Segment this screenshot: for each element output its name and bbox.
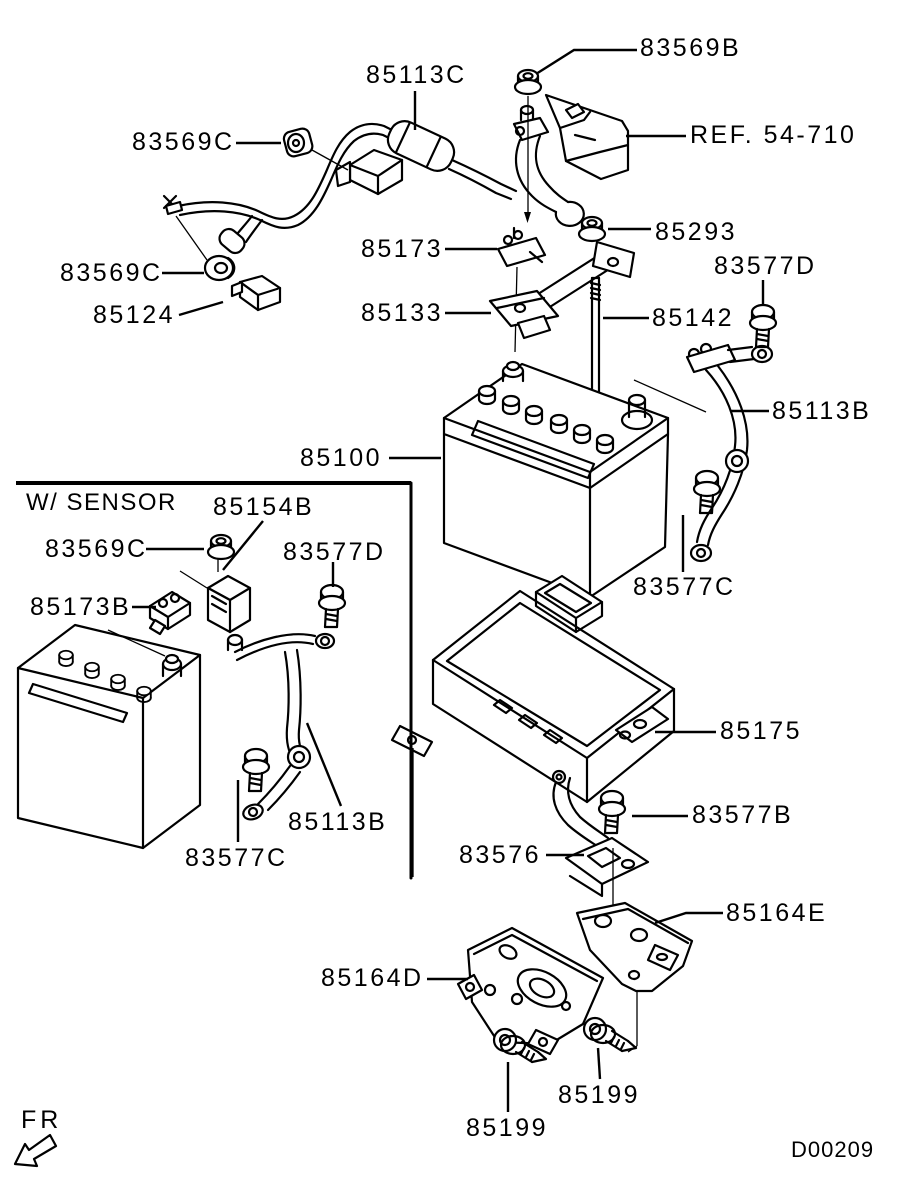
part-label-85173: 85173 [361, 235, 444, 263]
part-label-85100: 85100 [300, 444, 383, 472]
part-label-83576: 83576 [459, 841, 542, 869]
battery-85100-drawing [444, 362, 668, 597]
inset-cable-85113b-drawing [235, 634, 334, 822]
grommet-83569c-lower [205, 256, 234, 280]
ref-54-710-bracket-drawing [546, 95, 628, 179]
drawing-code: D00209 [791, 1137, 875, 1162]
front-direction-label: FR [21, 1106, 63, 1134]
part-label-85175: 85175 [720, 717, 803, 745]
leader-85113B-b [307, 723, 341, 806]
bolt-83577c-inset-drawing [243, 749, 269, 791]
leader-85199-a [598, 1048, 600, 1079]
part-label-85164D: 85164D [321, 964, 424, 992]
tray-85175-drawing [392, 576, 674, 877]
fr-direction-arrow [15, 1135, 56, 1166]
leader-85124 [179, 302, 223, 315]
bolt-83577d-inset-drawing [319, 585, 345, 627]
part-label-85199-b: 85199 [466, 1114, 549, 1142]
part-label-85173B: 85173B [30, 593, 132, 621]
j-bolt-85142-drawing [591, 278, 600, 395]
part-label-REF-54-710: REF. 54-710 [690, 121, 857, 149]
harness-clip [164, 196, 182, 214]
inset-title: W/ SENSOR [26, 489, 177, 516]
part-label-83577D-b: 83577D [283, 538, 386, 566]
leader-83569B [536, 50, 637, 74]
nut-85293-drawing [579, 217, 605, 241]
part-label-85293: 85293 [655, 218, 738, 246]
part-label-83577C-b: 83577C [185, 844, 288, 872]
bolt-83577b-drawing [599, 791, 625, 833]
part-label-85113C: 85113C [366, 61, 467, 89]
part-label-85113B-a: 85113B [772, 397, 872, 425]
leader-85164E [655, 913, 723, 923]
screw-85199-right-drawing [584, 1018, 636, 1051]
part-label-85142: 85142 [652, 304, 735, 332]
part-label-85113B-b: 85113B [288, 808, 388, 836]
part-label-85164E: 85164E [726, 899, 828, 927]
part-label-83569C-c: 83569C [45, 535, 148, 563]
bolt-83577d-right-drawing [750, 305, 776, 347]
bolt-83577c-right-drawing [694, 471, 720, 513]
part-label-83577C-a: 83577C [633, 573, 736, 601]
part-label-83569C-b: 83569C [60, 259, 163, 287]
part-label-83569B: 83569B [640, 34, 742, 62]
nut-83569c-inset-drawing [208, 535, 234, 559]
part-label-83577D-a: 83577D [714, 252, 817, 280]
part-label-85124: 85124 [93, 301, 176, 329]
clamp-85173b-drawing [150, 592, 190, 634]
grommet-83569c-upper [282, 127, 314, 158]
cable-85113b-drawing [634, 344, 772, 561]
part-label-85199-a: 85199 [558, 1081, 641, 1109]
part-label-83577B: 83577B [692, 801, 794, 829]
connector-85124-drawing [232, 276, 280, 310]
inset-battery-drawing [18, 625, 200, 848]
bracket-85164d-drawing [458, 928, 603, 1054]
part-label-85154B: 85154B [213, 493, 315, 521]
part-label-83569C-a: 83569C [132, 128, 235, 156]
part-label-85133: 85133 [361, 299, 444, 327]
